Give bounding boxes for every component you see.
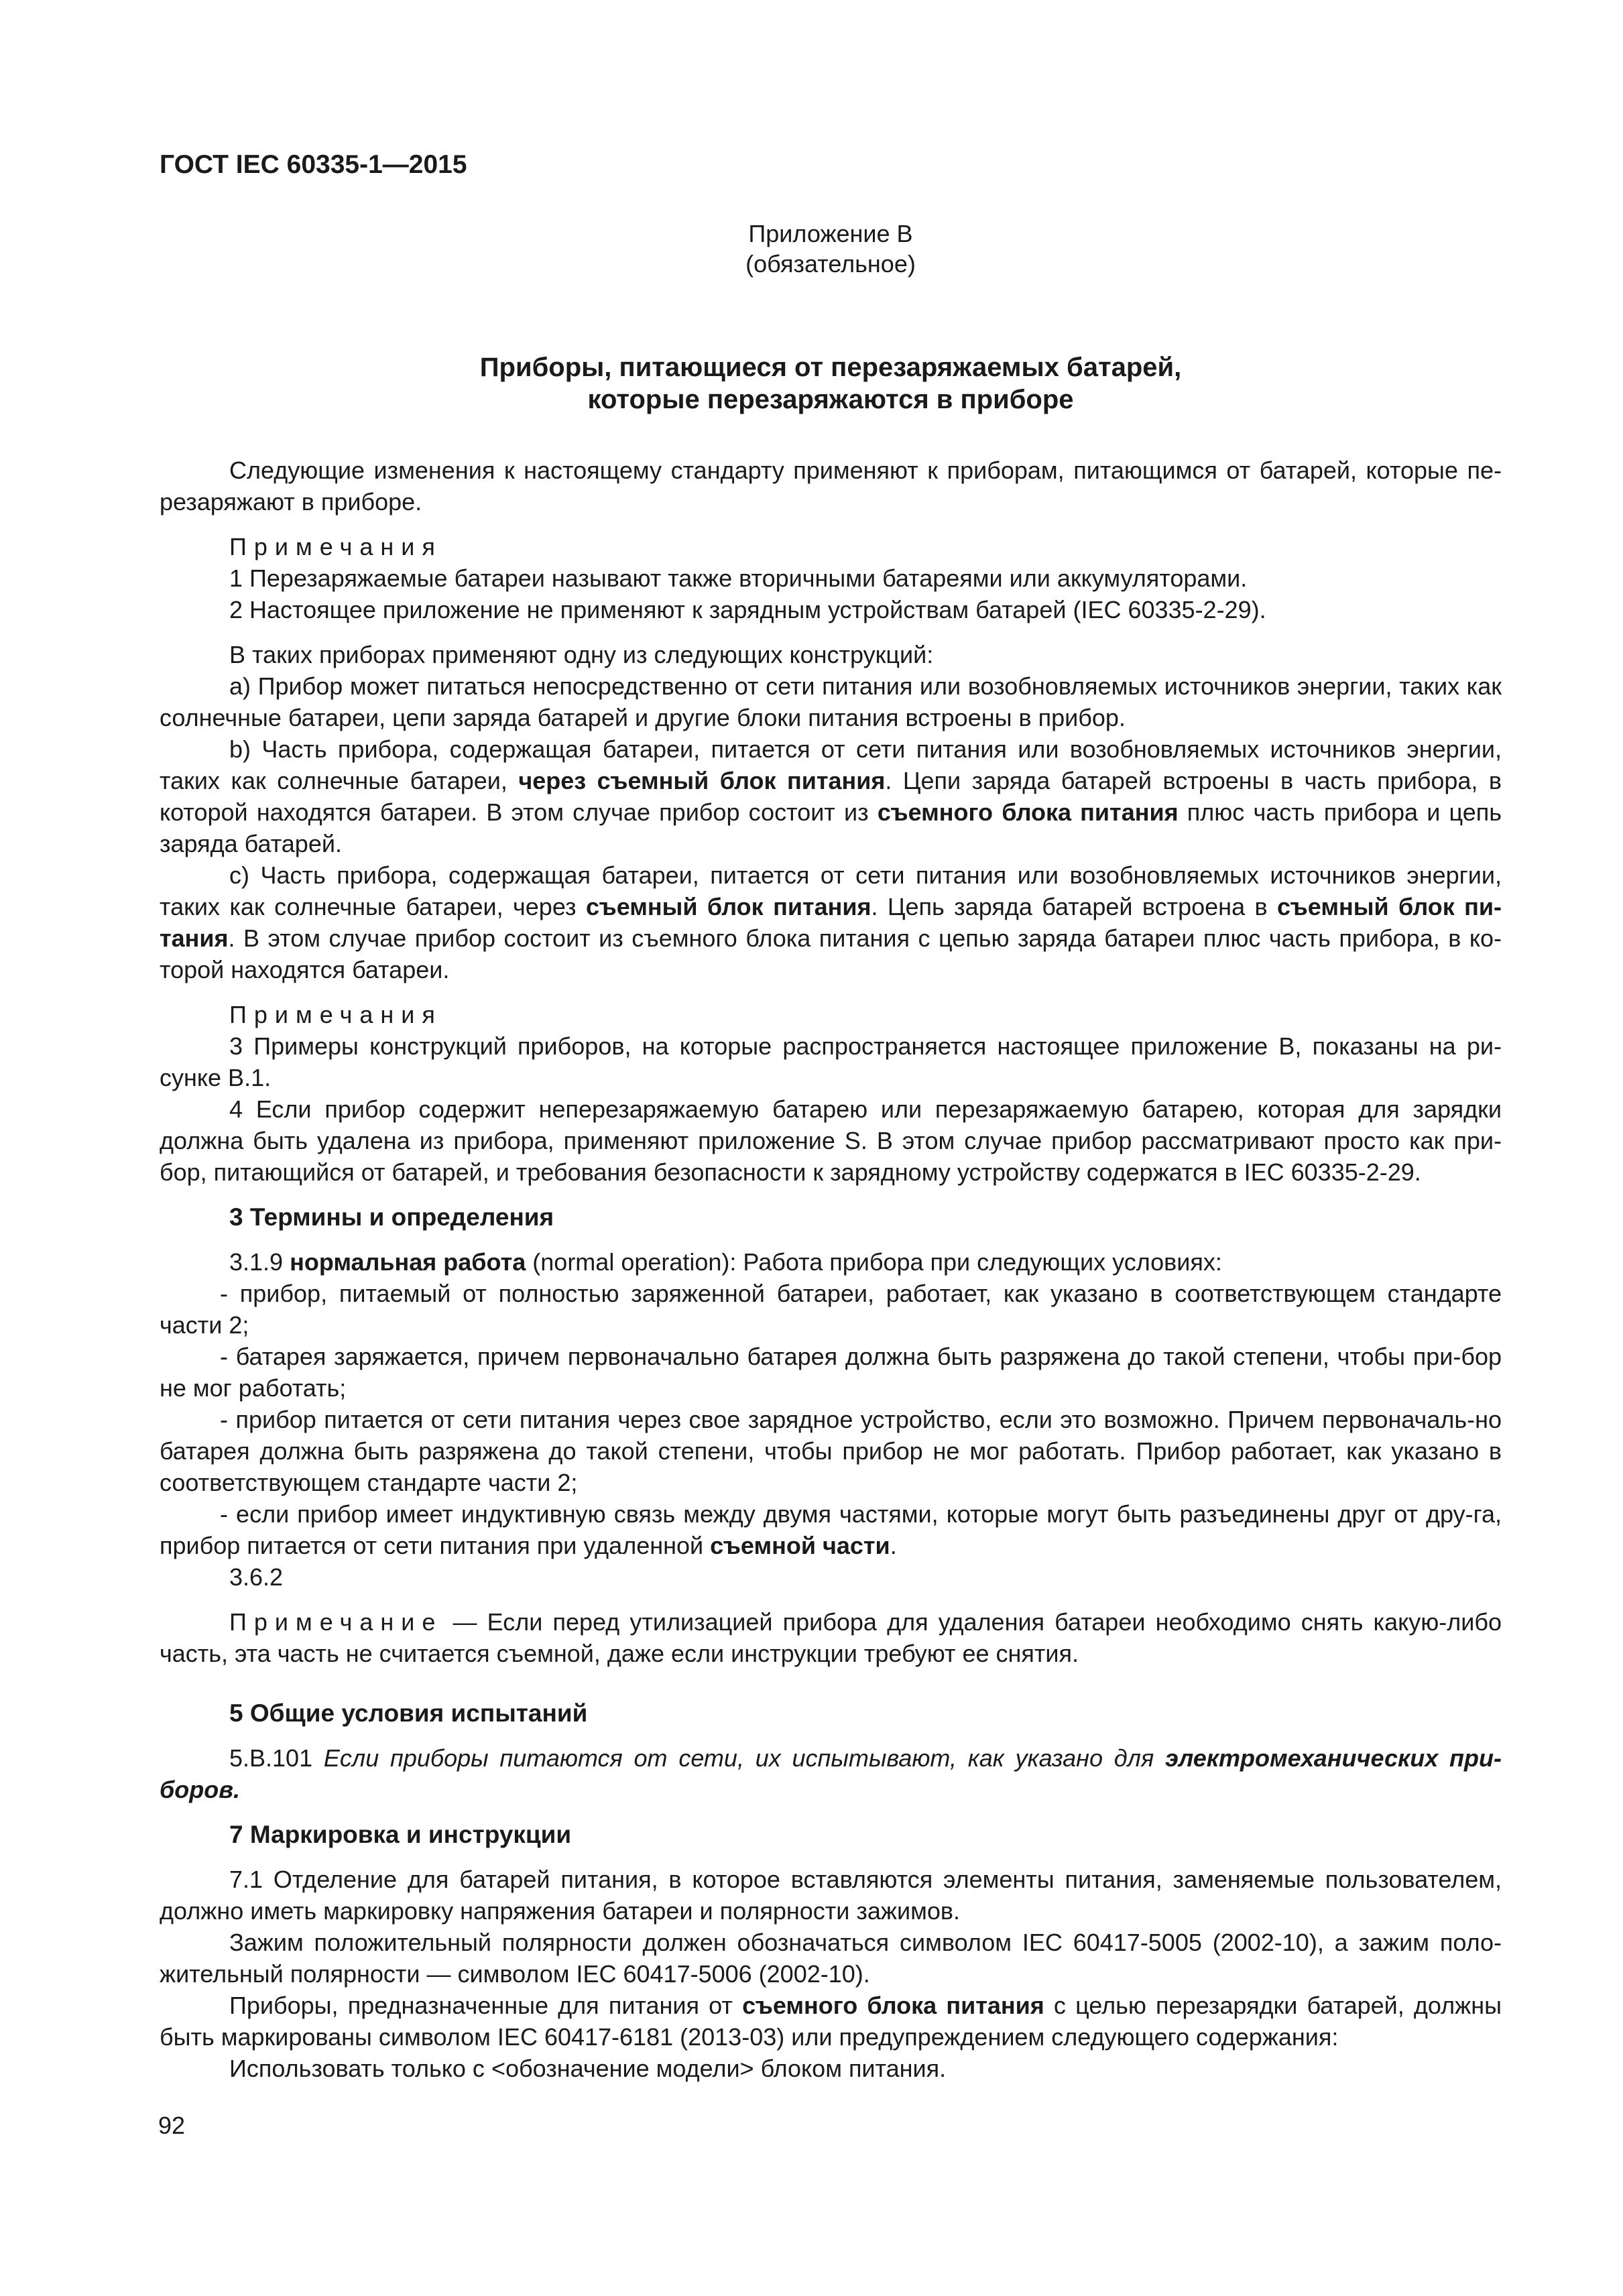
note-4: 4 Если прибор содержит неперезаряжаемую батарею или перезаряжаемую батарею, которая для зарядки должна быть удалена из прибора, применяют приложение S. В этом случае прибор рассматривают просто как при-бор, питающийся от батарей, и требования безопасности к зарядному устройству содержатся в IEC 60335-2-29. — [160, 1095, 1502, 1186]
note-5: Примечание — Если перед утилизацией прибора для удаления батареи необходимо снять какую-либо часть, эта часть не считается съемной, даже если инструкции требуют ее снятия. — [160, 1608, 1502, 1667]
usage-warning: Использовать только с <обозначение модели> блоком питания. — [229, 2055, 947, 2082]
construction-b: b) Часть прибора, содержащая батареи, питается от сети питания или возобновляемых источников энергии, таких как солнечные батареи, через съемный блок питания. Цепи заряда батарей встроены в часть прибора, в которой находятся батареи. В этом случае прибор состоит из съемного блока питания плюс часть прибора и цепь заряда батарей. — [160, 735, 1502, 857]
annex-status: (обязательное) — [745, 250, 916, 278]
intro-paragraph: Следующие изменения к настоящему стандарту применяют к приборам, питающимся от батарей, которые пе-резаряжают в приборе. — [160, 457, 1502, 516]
annex-label: Приложение В — [748, 220, 913, 247]
construction-a: a) Прибор может питаться непосредственно от сети питания или возобновляемых источников энергии, таких как солнечные батареи, цепи заряда батарей и другие блоки питания встроены в прибор. — [160, 672, 1502, 731]
condition-item-2: - батарея заряжается, причем первоначально батарея должна быть разряжена до такой степени, чтобы при-бор не мог работать; — [160, 1343, 1502, 1402]
polarity-paragraph: Зажим положительный полярности должен обозначаться символом IEC 60417-5005 (2002-10), а зажим поло-жительный полярности — символом IEC 60417-5006 (2002-10). — [160, 1929, 1502, 1988]
note-2: 2 Настоящее приложение не применяют к зарядным устройствам батарей (IEC 60335-2-29). — [229, 596, 1266, 623]
marking-paragraph: Приборы, предназначенные для питания от съемного блока питания с целью перезарядки батарей, должны быть маркированы символом IEC 60417-6181 (2013-03) или предупреждением следующего содержания: — [160, 1992, 1502, 2051]
construction-c: c) Часть прибора, содержащая батареи, питается от сети питания или возобновляемых источников энергии, таких как солнечные батареи, через съемный блок питания. Цепь заряда батарей встроена в съемный блок пи-тания. В этом случае прибор состоит из съемного блока питания с цепью заряда батареи плюс часть прибора, в ко-торой находятся батареи. — [160, 861, 1502, 983]
annex-title-line1: Приборы, питающиеся от перезаряжаемых батарей, — [479, 353, 1182, 382]
definition-3-1-9: 3.1.9 нормальная работа (normal operation): Работа прибора при следующих условиях: — [229, 1248, 1222, 1276]
clause-5-b-101: 5.В.101 Если приборы питаются от сети, их испытывают, как указано для электромеханических при-боров. — [160, 1744, 1502, 1803]
notes-heading-2: Примечания — [229, 1001, 442, 1028]
annex-title-line2: которые перезаряжаются в приборе — [587, 385, 1074, 414]
annex-title — [160, 351, 1502, 416]
constructions-intro: В таких приборах применяют одну из следующих конструкций: — [229, 641, 934, 668]
section-3-heading: 3 Термины и определения — [229, 1203, 554, 1231]
condition-item-3: - прибор питается от сети питания через свое зарядное устройство, если это возможно. Причем первоначаль-но батарея должна быть разряжена до такой степени, чтобы прибор не мог работать. Прибор работает, как указано в соответствующем стандарте части 2; — [160, 1406, 1502, 1496]
standard-designation: ГОСТ IEC 60335-1—2015 — [160, 150, 467, 179]
note-1: 1 Перезаряжаемые батареи называют также вторичными батареями или аккумуляторами. — [229, 564, 1248, 592]
notes-heading: Примечания — [229, 533, 442, 560]
condition-item-4: - если прибор имеет индуктивную связь между двумя частями, которые могут быть разъединены друг от дру-га, прибор питается от сети питания при удаленной съемной части. — [160, 1500, 1502, 1559]
section-5-heading: 5 Общие условия испытаний — [229, 1699, 588, 1727]
clause-3-6-2: 3.6.2 — [229, 1563, 284, 1591]
annex-heading — [160, 219, 1502, 279]
clause-7-1: 7.1 Отделение для батарей питания, в которое вставляются элементы питания, заменяемые пользователем, должно иметь маркировку напряжения батареи и полярности зажимов. — [160, 1866, 1502, 1925]
section-7-heading: 7 Маркировка и инструкции — [229, 1821, 572, 1848]
page-number: 92 — [158, 2112, 186, 2139]
note-3: 3 Примеры конструкций приборов, на которые распространяется настоящее приложение В, показаны на ри-сунке В.1. — [160, 1032, 1502, 1091]
document-page — [160, 149, 1502, 2084]
condition-item-1: - прибор, питаемый от полностью заряженной батареи, работает, как указано в соответствующем стандарте части 2; — [160, 1280, 1502, 1339]
